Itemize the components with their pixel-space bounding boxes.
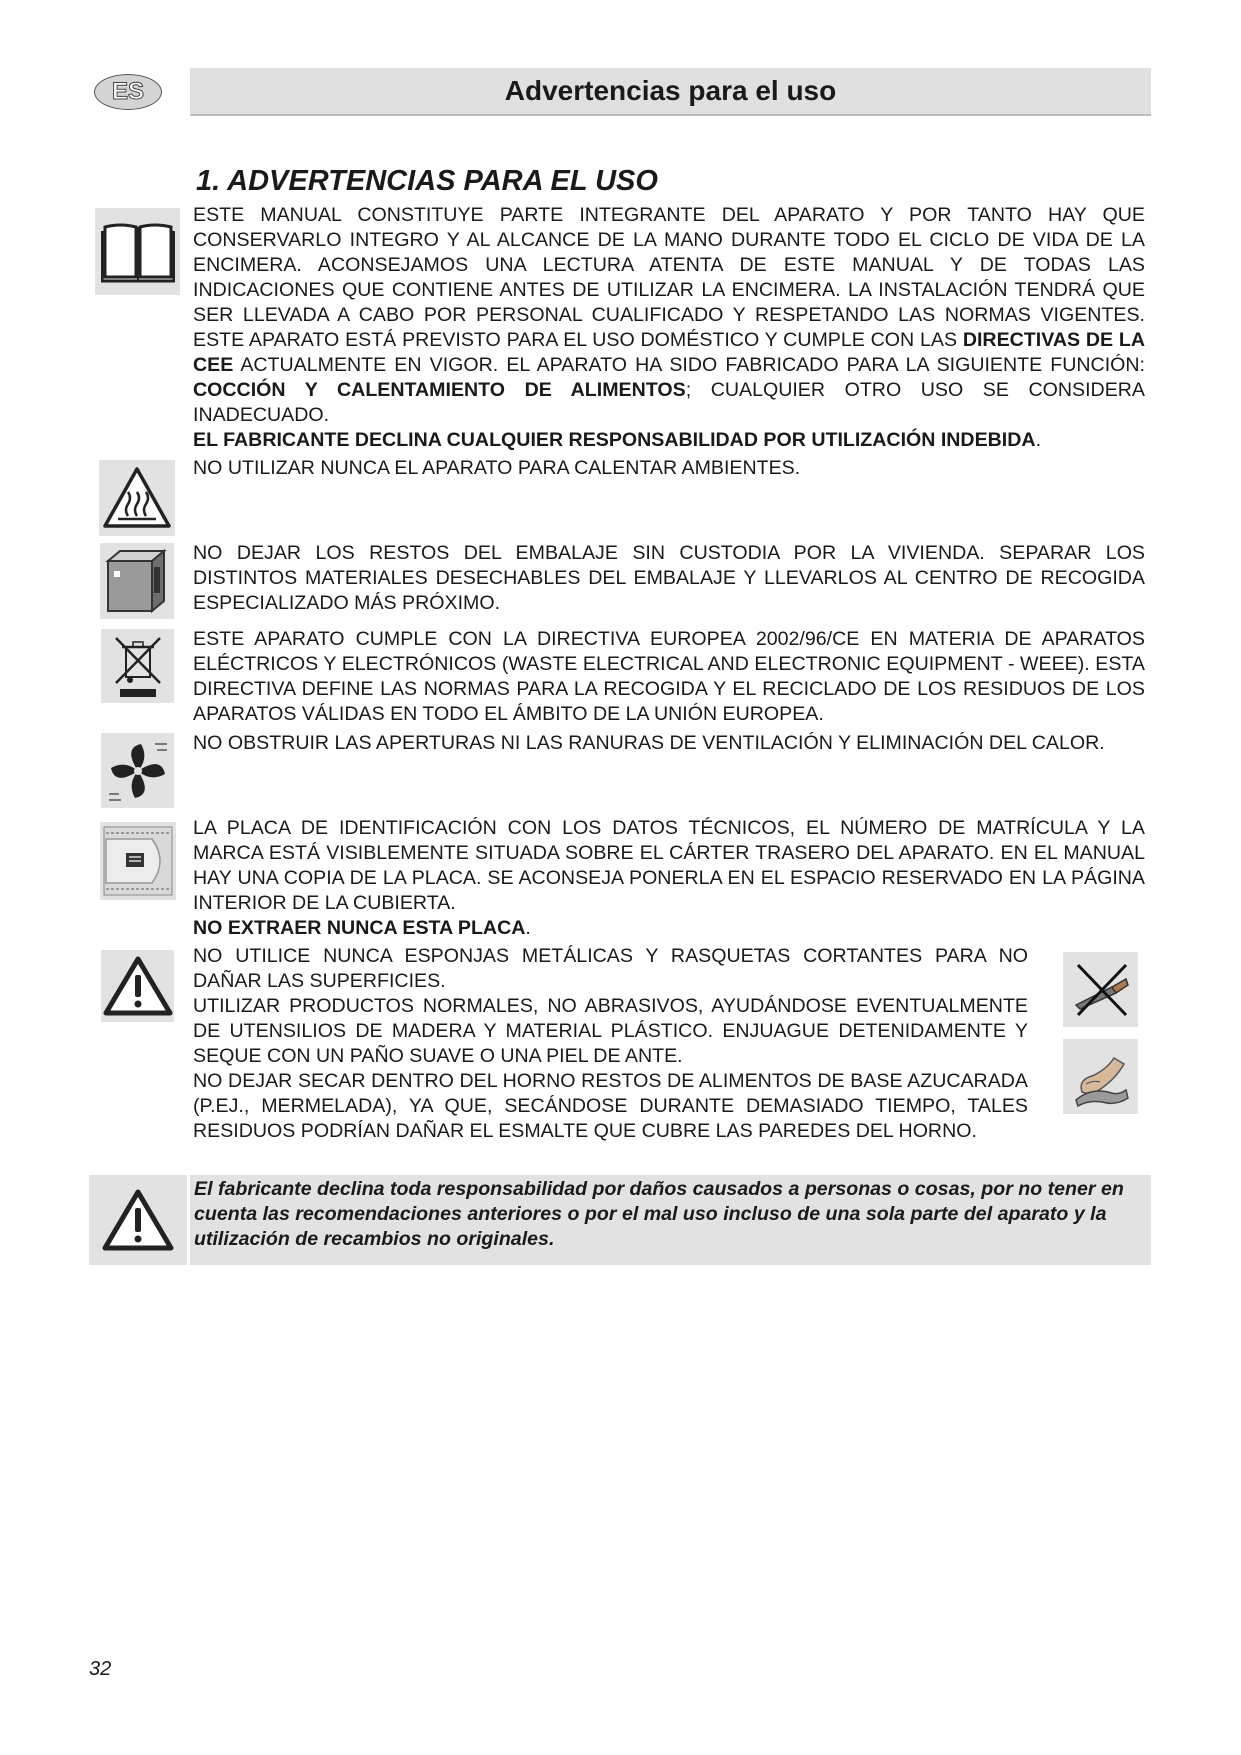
plate-text: LA PLACA DE IDENTIFICACIÓN CON LOS DATOS TÉCNICOS, EL NÚMERO DE MATRÍCULA Y LA MARCA ESTÁ VISIBLEMENTE SITUADA SOBRE EL CÁRTER TRASERO DEL APARATO. EN EL MANUAL HAY UNA COPIA DE LA PLACA. SE ACONSEJA PONERLA EN EL ESPACIO RESERVADO EN LA PÁGINA INTERIOR DE LA CUBIERTA.: [193, 817, 1145, 914]
manual-text-2: ACTUALMENTE EN VIGOR. EL APARATO HA SIDO FABRICADO PARA LA SIGUIENTE FUNCIÓN:: [233, 354, 1145, 376]
cleaning-cloth-icon: [1063, 1039, 1138, 1114]
section-title: 1. ADVERTENCIAS PARA EL USO: [196, 165, 658, 197]
plate-bold-warning: NO EXTRAER NUNCA ESTA PLACA: [193, 917, 526, 939]
manual-bold-directives: DIRECTIVAS DE LA CEE: [193, 329, 1145, 376]
packaging-paragraph: NO DEJAR LOS RESTOS DEL EMBALAJE SIN CUSTODIA POR LA VIVIENDA. SEPARAR LOS DISTINTOS MATERIALES DESECHABLES DEL EMBALAJE Y LLEVARLOS AL CENTRO DE RECOGIDA ESPECIALIZADO MÁS PRÓXIMO.: [193, 542, 1145, 614]
open-book-icon: [95, 208, 180, 295]
manual-text-3: ; CUALQUIER OTRO USO SE CONSIDERA INADECUADO.: [193, 379, 1145, 426]
cleaning-text-2: UTILIZAR PRODUCTOS NORMALES, NO ABRASIVOS, AYUDÁNDOSE EVENTUALMENTE DE UTENSILIOS DE MADERA Y MATERIAL PLÁSTICO. ENJUAGUE DETENIDAMENTE Y SEQUE CON UN PAÑO SUAVE O UNA PIEL DE ANTE.: [193, 995, 1028, 1067]
page-number: 32: [89, 1658, 112, 1680]
manual-paragraph: [193, 203, 1145, 453]
warning-triangle-icon: [101, 950, 174, 1022]
crossed-out-bin-icon: [101, 629, 174, 703]
plate-paragraph: [193, 816, 1145, 941]
cleaning-text-3: NO DEJAR SECAR DENTRO DEL HORNO RESTOS DE ALIMENTOS DE BASE AZUCARADA (P.EJ., MERMELADA), YA QUE, SECÁNDOSE DURANTE DEMASIADO TIEMPO, TALES RESIDUOS PODRÍAN DAÑAR EL ESMALTE QUE CUBRE LAS PAREDES DEL HORNO.: [193, 1070, 1028, 1142]
weee-paragraph: ESTE APARATO CUMPLE CON LA DIRECTIVA EUROPEA 2002/96/CE EN MATERIA DE APARATOS ELÉCTRICOS Y ELECTRÓNICOS (WASTE ELECTRICAL AND ELECTRONIC EQUIPMENT - WEEE). ESTA DIRECTIVA DEFINE LAS NORMAS PARA LA RECOGIDA Y EL RECICLADO DE LOS RESIDUOS DE LOS APARATOS VÁLIDAS EN TODO EL ÁMBITO DE LA UNIÓN EUROPEA.: [193, 628, 1145, 725]
page-header: [190, 68, 1151, 116]
ventilation-paragraph: NO OBSTRUIR LAS APERTURAS NI LAS RANURAS DE VENTILACIÓN Y ELIMINACIÓN DEL CALOR.: [193, 732, 1105, 754]
disclaimer-separator: [187, 1175, 190, 1265]
warning-triangle-icon: [95, 1180, 181, 1260]
manual-bold-liability: EL FABRICANTE DECLINA CUALQUIER RESPONSABILIDAD POR UTILIZACIÓN INDEBIDA: [193, 429, 1036, 451]
manual-text-1: ESTE MANUAL CONSTITUYE PARTE INTEGRANTE DEL APARATO Y POR TANTO HAY QUE CONSERVARLO INTEGRO Y AL ALCANCE DE LA MANO DURANTE TODO EL CICLO DE VIDA DE LA ENCIMERA. ACONSEJAMOS UNA LECTURA ATENTA DE ESTE MANUAL Y DE TODAS LAS INDICACIONES QUE CONTIENE ANTES DE UTILIZAR LA ENCIMERA. LA INSTALACIÓN TENDRÁ QUE SER LLEVADA A CABO POR PERSONAL CUALIFICADO Y RESPETANDO LAS NORMAS VIGENTES. ESTE APARATO ESTÁ PREVISTO PARA EL USO DOMÉSTICO Y CUMPLE CON LAS: [193, 204, 1145, 351]
heat-paragraph: NO UTILIZAR NUNCA EL APARATO PARA CALENTAR AMBIENTES.: [193, 457, 801, 479]
manual-bold-function: COCCIÓN Y CALENTAMIENTO DE ALIMENTOS: [193, 379, 686, 401]
page-title: Advertencias para el uso: [504, 75, 837, 106]
rating-plate-icon: [100, 822, 176, 900]
no-scraper-icon: [1063, 952, 1138, 1027]
fan-vent-icon: [101, 733, 174, 808]
packaging-box-icon: [100, 543, 174, 619]
hot-surface-warning-icon: [99, 460, 175, 536]
plate-tail: .: [525, 917, 531, 939]
disclaimer-text: El fabricante declina toda responsabilidad por daños causados a personas o cosas, por no tener en cuenta las recomendaciones anteriores o por el mal uso incluso de una sola parte del aparato y la utilización de recambios no originales.: [194, 1178, 1124, 1250]
language-badge: ES: [94, 74, 162, 110]
manual-text-4: .: [1035, 429, 1042, 451]
cleaning-paragraph: [193, 944, 1028, 1144]
cleaning-text-1: NO UTILICE NUNCA ESPONJAS METÁLICAS Y RASQUETAS CORTANTES PARA NO DAÑAR LAS SUPERFICIES.: [193, 945, 1028, 992]
